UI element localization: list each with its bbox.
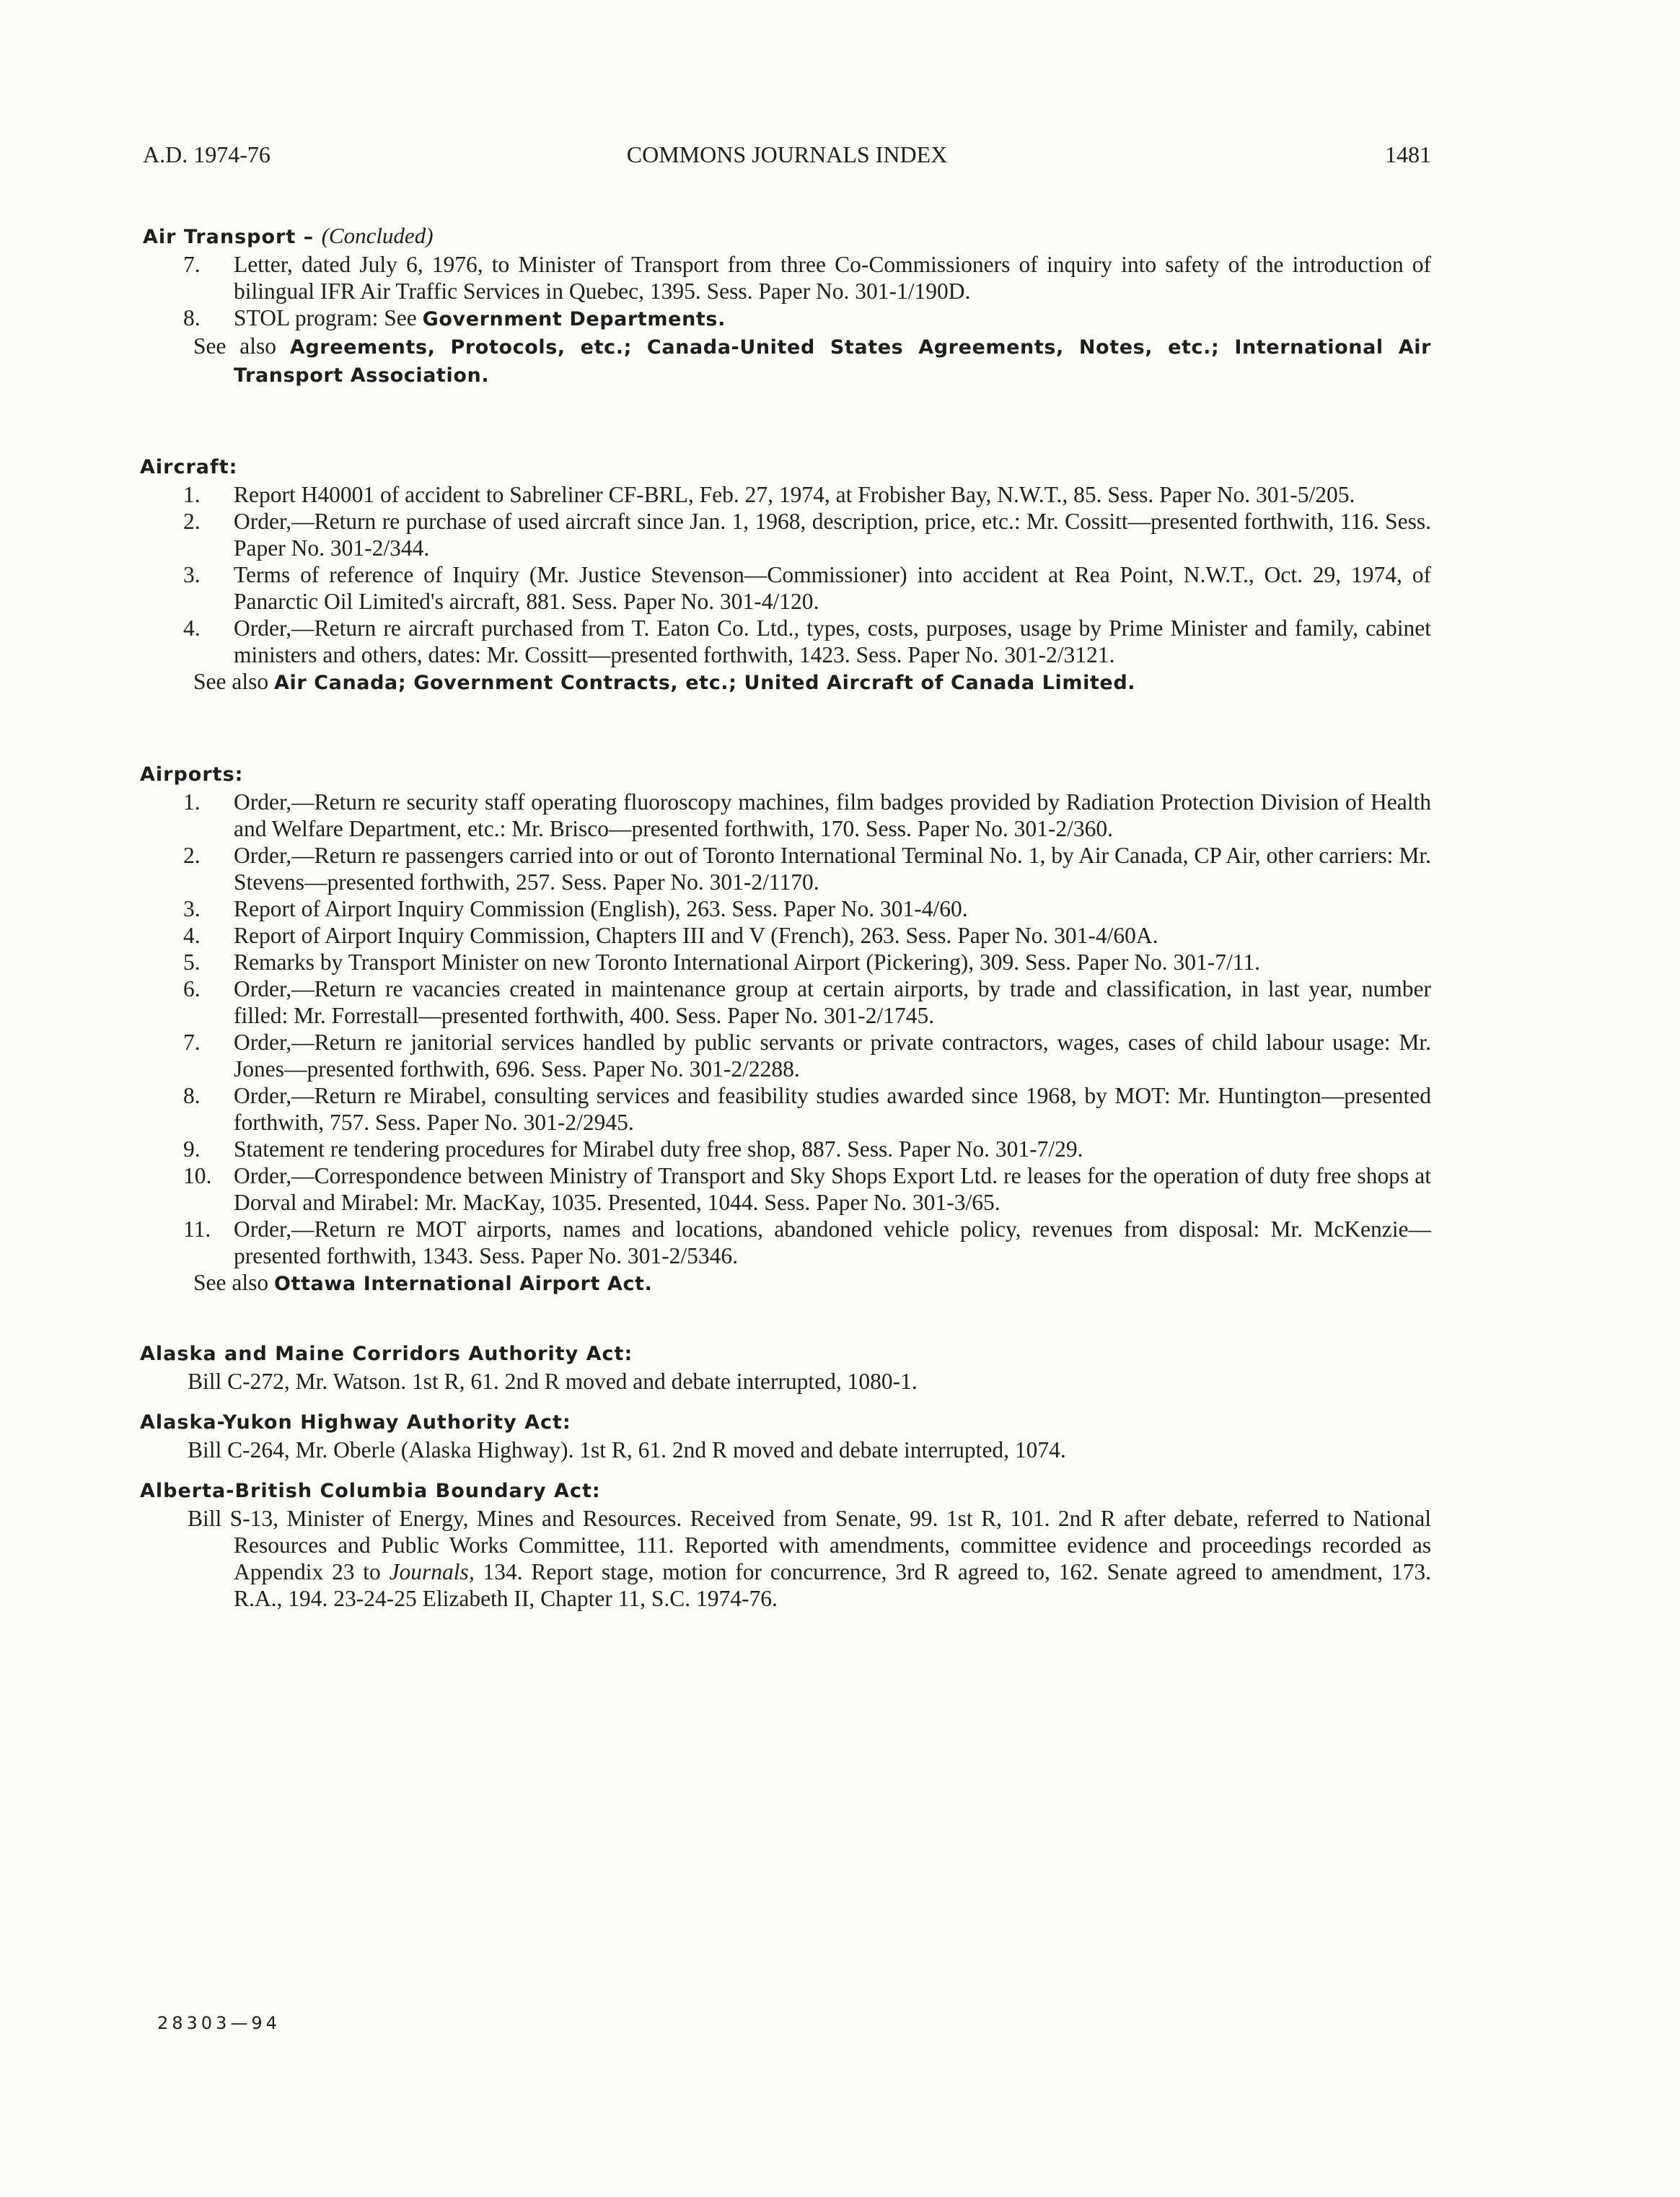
list-item xyxy=(140,1162,1431,1216)
entry-alaska-maine-corridors xyxy=(140,1341,1431,1395)
entry-alaska-yukon-highway xyxy=(140,1409,1431,1463)
header-date-range: A.D. 1974-76 xyxy=(143,141,271,167)
see-also-refs: Agreements, Protocols, etc.; Canada-United States Agreements, Notes, etc.; International Air Transport Association. xyxy=(234,336,1431,387)
item-text: Order,—Return re janitorial services handled by public servants or private contractors, wages, cases of child labour usage: Mr. Jones—presented forthwith, 696. Sess. Paper No. 301-2/2288. xyxy=(234,1030,1431,1082)
entry-alberta-bc-boundary xyxy=(140,1478,1431,1612)
bill-text xyxy=(140,1505,1431,1612)
cross-reference: Government Departments. xyxy=(422,308,726,330)
item-number: 7. xyxy=(183,252,201,277)
item-number: 3. xyxy=(183,896,201,921)
bill-text-part: Bill S-13, Minister of Energy, Mines and Resources. Received from Senate, 99. 1st R, 101. 2nd R after debate, referred to National Resources and Public Works Committee, 111. Reported with amendments, committee evidence and proceedings recorded as Appendix 23 to xyxy=(188,1506,1431,1584)
concluded-label: (Concluded) xyxy=(321,223,434,248)
item-text: Terms of reference of Inquiry (Mr. Justice Stevenson—Commissioner) into accident at Rea Point, N.W.T., Oct. 29, 1974, of Panarctic Oil Limited's aircraft, 881. Sess. Paper No. 301-4/120. xyxy=(234,562,1431,614)
see-also xyxy=(140,668,1431,696)
entry-heading: Aircraft: xyxy=(140,456,238,478)
list-item xyxy=(140,304,1431,333)
list-item xyxy=(140,481,1431,508)
item-number: 1. xyxy=(183,482,201,507)
see-also xyxy=(140,333,1431,389)
item-text: Order,—Return re aircraft purchased from T. Eaton Co. Ltd., types, costs, purposes, usage by Prime Minister and family, cabinet ministers and others, dates: Mr. Cossitt—presented forthwith, 1423. Sess. Paper No. 301-2/3121. xyxy=(234,615,1431,667)
entry-heading: Alaska-Yukon Highway Authority Act: xyxy=(140,1411,571,1434)
entry-airports xyxy=(140,761,1431,1297)
page-number: 1481 xyxy=(1385,141,1431,167)
bill-text: Bill C-272, Mr. Watson. 1st R, 61. 2nd R moved and debate interrupted, 1080-1. xyxy=(188,1369,918,1394)
item-text: Report H40001 of accident to Sabreliner CF-BRL, Feb. 27, 1974, at Frobisher Bay, N.W.T., 85. Sess. Paper No. 301-5/205. xyxy=(234,482,1355,507)
item-number: 8. xyxy=(183,1083,201,1108)
item-number: 11. xyxy=(183,1216,211,1242)
bill-text-part: 134. Report stage, motion for concurrence, 3rd R agreed to, 162. Senate agreed to amendment, 173. R.A., 194. 23-24-25 Elizabeth II, Chapter 11, S.C. 1974-76. xyxy=(234,1559,1432,1611)
see-also-label: See also xyxy=(193,669,274,694)
item-number: 4. xyxy=(183,615,201,641)
list-item xyxy=(140,922,1431,949)
item-text: Remarks by Transport Minister on new Toronto International Airport (Pickering), 309. Sess. Paper No. 301-7/11. xyxy=(234,950,1261,975)
list-item xyxy=(140,949,1431,975)
entry-aircraft xyxy=(140,454,1431,696)
item-text: Order,—Return re vacancies created in maintenance group at certain airports, by trade and classification, in last year, number filled: Mr. Forrestall—presented forthwith, 400. Sess. Paper No. 301-2/1745. xyxy=(234,976,1431,1028)
bill-text: Bill C-264, Mr. Oberle (Alaska Highway). 1st R, 61. 2nd R moved and debate interrupted, 1074. xyxy=(188,1437,1066,1463)
list-item xyxy=(140,1029,1431,1082)
see-also xyxy=(140,1269,1431,1297)
page-header xyxy=(143,141,1431,177)
entry-heading: Airports: xyxy=(140,763,244,786)
item-text: Order,—Return re Mirabel, consulting services and feasibility studies awarded since 1968, by MOT: Mr. Huntington—presented forthwith, 757. Sess. Paper No. 301-2/2945. xyxy=(234,1083,1431,1135)
item-number: 3. xyxy=(183,562,201,587)
item-number: 5. xyxy=(183,950,201,975)
item-text: Report of Airport Inquiry Commission (English), 263. Sess. Paper No. 301-4/60. xyxy=(234,896,968,921)
see-also-label: See also xyxy=(193,333,290,359)
list-item xyxy=(140,251,1431,304)
heading-text: Air Transport – xyxy=(143,226,315,248)
journals-italic: Journals, xyxy=(389,1559,475,1584)
item-number: 9. xyxy=(183,1136,201,1162)
list-item xyxy=(140,842,1431,895)
list-item xyxy=(140,1216,1431,1269)
entry-air-transport xyxy=(140,222,1431,389)
item-text: STOL program: See xyxy=(234,305,423,330)
header-title: COMMONS JOURNALS INDEX xyxy=(626,141,948,167)
entry-heading: Alberta-British Columbia Boundary Act: xyxy=(140,1480,601,1502)
list-item xyxy=(140,615,1431,668)
list-item xyxy=(140,895,1431,922)
item-text: Statement re tendering procedures for Mirabel duty free shop, 887. Sess. Paper No. 301-7/29. xyxy=(234,1136,1083,1162)
list-item xyxy=(140,1136,1431,1162)
item-text: Order,—Return re passengers carried into or out of Toronto International Terminal No. 1, by Air Canada, CP Air, other carriers: Mr. Stevens—presented forthwith, 257. Sess. Paper No. 301-2/1170. xyxy=(234,843,1431,895)
item-number: 6. xyxy=(183,976,201,1001)
see-also-refs: Air Canada; Government Contracts, etc.; United Aircraft of Canada Limited. xyxy=(273,672,1136,694)
entry-heading xyxy=(140,222,1431,251)
index-content xyxy=(140,222,1431,1612)
see-also-label: See also xyxy=(193,1270,274,1295)
item-number: 2. xyxy=(183,843,201,868)
item-number: 10. xyxy=(183,1163,212,1188)
item-number: 2. xyxy=(183,509,201,534)
item-text: Order,—Correspondence between Ministry of Transport and Sky Shops Export Ltd. re leases for the operation of duty free shops at Dorval and Mirabel: Mr. MacKay, 1035. Presented, 1044. Sess. Paper No. 301-3/65. xyxy=(234,1163,1431,1215)
list-item xyxy=(140,508,1431,561)
item-list xyxy=(140,251,1431,333)
item-text: Order,—Return re MOT airports, names and locations, abandoned vehicle policy, revenues from disposal: Mr. McKenzie—presented forthwith, 1343. Sess. Paper No. 301-2/5346. xyxy=(234,1216,1431,1268)
see-also-refs: Ottawa International Airport Act. xyxy=(273,1273,653,1295)
item-number: 1. xyxy=(183,789,201,815)
item-list xyxy=(140,789,1431,1269)
item-text: Letter, dated July 6, 1976, to Minister of Transport from three Co-Commissioners of inquiry into safety of the introduction of bilingual IFR Air Traffic Services in Quebec, 1395. Sess. Paper No. 301-1/190D. xyxy=(234,252,1431,304)
item-number: 8. xyxy=(183,305,201,330)
entry-heading: Alaska and Maine Corridors Authority Act: xyxy=(140,1343,633,1365)
item-number: 4. xyxy=(183,923,201,948)
list-item xyxy=(140,789,1431,842)
item-number: 7. xyxy=(183,1030,201,1055)
item-text: Order,—Return re security staff operating fluoroscopy machines, film badges provided by Radiation Protection Division of Health and Welfare Department, etc.: Mr. Brisco—presented forthwith, 170. Sess. Paper No. 301-2/360. xyxy=(234,789,1431,841)
item-text: Report of Airport Inquiry Commission, Chapters III and V (French), 263. Sess. Paper No. 301-4/60A. xyxy=(234,923,1158,948)
item-text: Order,—Return re purchase of used aircraft since Jan. 1, 1968, description, price, etc.: Mr. Cossitt—presented forthwith, 116. Sess. Paper No. 301-2/344. xyxy=(234,509,1431,561)
item-list xyxy=(140,481,1431,668)
printer-code: 28303—94 xyxy=(157,2013,281,2033)
list-item xyxy=(140,561,1431,615)
list-item xyxy=(140,975,1431,1029)
list-item xyxy=(140,1082,1431,1136)
